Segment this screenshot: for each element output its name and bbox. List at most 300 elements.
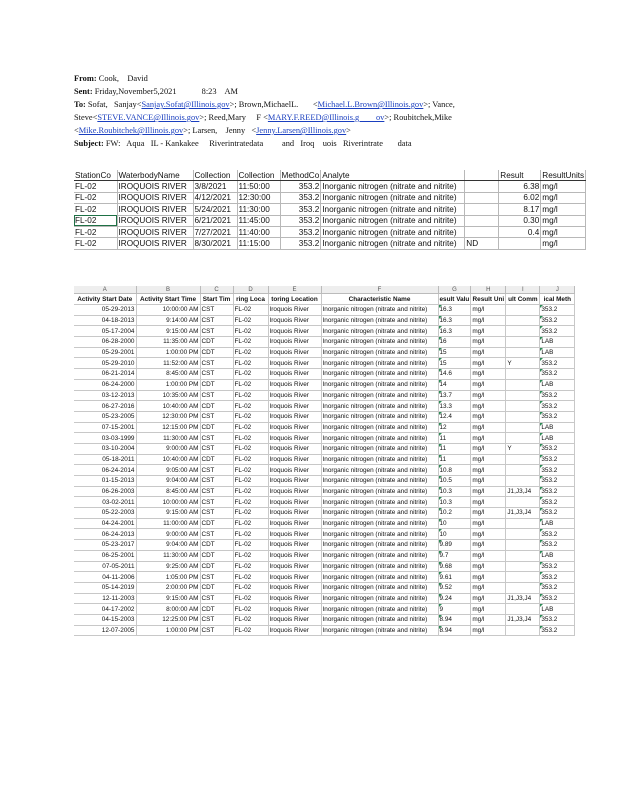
table-cell[interactable]: Inorganic nitrogen (nitrate and nitrite) [321, 454, 438, 465]
table-cell[interactable]: CST [200, 497, 233, 508]
table-cell[interactable]: 1:05:00 PM [136, 572, 200, 583]
table-cell[interactable]: Iroquois River [268, 358, 321, 369]
table-cell[interactable]: mg/l [471, 465, 506, 476]
table-cell[interactable]: CST [200, 315, 233, 326]
table-cell[interactable]: 7/27/2021 [193, 226, 237, 237]
table-cell[interactable]: mg/l [471, 476, 506, 487]
table-cell[interactable]: 353.2 [540, 326, 575, 337]
table-cell[interactable]: 10:40:00 AM [136, 454, 200, 465]
table-cell[interactable]: 13.7 [438, 390, 471, 401]
table-cell[interactable]: 1:00:00 PM [136, 625, 200, 636]
table-cell[interactable]: 9:00:00 AM [136, 443, 200, 454]
table-cell[interactable] [465, 204, 499, 215]
table-cell[interactable]: CDT [200, 561, 233, 572]
column-header[interactable]: G [438, 286, 471, 294]
table-cell[interactable]: Iroquois River [268, 454, 321, 465]
table-cell[interactable]: J1,J3,J4 [506, 508, 540, 519]
table-cell[interactable]: 9.61 [438, 572, 471, 583]
table-cell[interactable]: FL-02 [233, 337, 268, 348]
table-cell[interactable]: Inorganic nitrogen (nitrate and nitrite) [321, 305, 438, 316]
table-cell[interactable]: Inorganic nitrogen (nitrate and nitrite) [321, 315, 438, 326]
table-cell[interactable]: 1:00:00 PM [136, 347, 200, 358]
table-cell[interactable]: 10:40:00 AM [136, 401, 200, 412]
column-header[interactable] [465, 170, 499, 181]
table-cell[interactable]: 04-15-2003 [74, 614, 136, 625]
table-cell[interactable]: Iroquois River [268, 379, 321, 390]
table-cell[interactable]: CST [200, 305, 233, 316]
table-cell[interactable]: 353.2 [540, 497, 575, 508]
column-header[interactable]: StationCo [74, 170, 117, 181]
table-cell[interactable]: FL-02 [74, 226, 117, 237]
table-cell[interactable]: 10.5 [438, 476, 471, 487]
table-cell[interactable]: 9:14:00 AM [136, 315, 200, 326]
table-cell[interactable]: LAB [540, 550, 575, 561]
table-cell[interactable]: 353.2 [540, 315, 575, 326]
table-cell[interactable]: FL-02 [233, 540, 268, 551]
table-cell[interactable]: FL-02 [74, 215, 117, 226]
table-cell[interactable]: 2:00:00 PM [136, 582, 200, 593]
column-header[interactable]: H [471, 286, 506, 294]
table-cell[interactable]: Iroquois River [268, 614, 321, 625]
table-cell[interactable]: IROQUOIS RIVER [117, 238, 193, 249]
table-cell[interactable]: 353.2 [280, 192, 321, 203]
table-cell[interactable] [506, 604, 540, 615]
table-cell[interactable]: 10:00:00 AM [136, 305, 200, 316]
table-cell[interactable]: mg/l [471, 540, 506, 551]
table-cell[interactable]: CDT [200, 518, 233, 529]
column-header[interactable]: I [506, 286, 540, 294]
table-cell[interactable]: 353.2 [540, 454, 575, 465]
table-cell[interactable]: mg/l [541, 226, 586, 237]
table-cell[interactable]: FL-02 [233, 572, 268, 583]
recipient-email-link[interactable]: STEVE.VANCE@Illinois.gov [97, 113, 200, 122]
table-cell[interactable]: CDT [200, 337, 233, 348]
table-cell[interactable]: mg/l [471, 518, 506, 529]
column-header[interactable]: Analyte [321, 170, 465, 181]
table-cell[interactable]: CDT [200, 582, 233, 593]
table-cell[interactable]: Iroquois River [268, 476, 321, 487]
table-cell[interactable]: 6/21/2021 [193, 215, 237, 226]
table-cell[interactable]: 14.6 [438, 369, 471, 380]
table-cell[interactable]: 353.2 [540, 508, 575, 519]
table-cell[interactable]: mg/l [471, 379, 506, 390]
table-cell[interactable]: CST [200, 433, 233, 444]
table-cell[interactable]: 353.2 [540, 476, 575, 487]
table-cell[interactable]: Iroquois River [268, 604, 321, 615]
table-cell[interactable]: 353.2 [540, 614, 575, 625]
table-cell[interactable]: FL-02 [233, 326, 268, 337]
table-cell[interactable]: Inorganic nitrogen (nitrate and nitrite) [321, 411, 438, 422]
table-cell[interactable]: mg/l [471, 315, 506, 326]
table-cell[interactable] [506, 476, 540, 487]
table-cell[interactable]: 8:00:00 AM [136, 604, 200, 615]
table-cell[interactable]: 10.3 [438, 497, 471, 508]
table-cell[interactable]: 13.3 [438, 401, 471, 412]
table-cell[interactable] [465, 192, 499, 203]
table-cell[interactable]: FL-02 [233, 625, 268, 636]
table-cell[interactable]: 06-27-2016 [74, 401, 136, 412]
table-cell[interactable] [465, 226, 499, 237]
table-cell[interactable]: 12.4 [438, 411, 471, 422]
table-cell[interactable]: Inorganic nitrogen (nitrate and nitrite) [321, 369, 438, 380]
table-cell[interactable]: 04-11-2006 [74, 572, 136, 583]
table-cell[interactable]: mg/l [471, 454, 506, 465]
table-cell[interactable]: CST [200, 614, 233, 625]
table-cell[interactable]: 3/8/2021 [193, 181, 237, 192]
table-cell[interactable]: mg/l [471, 625, 506, 636]
table-cell[interactable]: 11:50:00 [237, 181, 280, 192]
table-cell[interactable]: 353.2 [540, 401, 575, 412]
table-cell[interactable]: 353.2 [540, 465, 575, 476]
table-cell[interactable]: Iroquois River [268, 529, 321, 540]
table-cell[interactable]: 03-12-2013 [74, 390, 136, 401]
table-cell[interactable]: 11 [438, 443, 471, 454]
column-header[interactable]: Collection [237, 170, 280, 181]
table-cell[interactable]: 9.68 [438, 561, 471, 572]
table-cell[interactable]: Iroquois River [268, 508, 321, 519]
column-header[interactable]: Start Tim [200, 294, 233, 305]
table-cell[interactable]: mg/l [471, 508, 506, 519]
table-cell[interactable] [465, 181, 499, 192]
table-cell[interactable]: LAB [540, 604, 575, 615]
table-cell[interactable]: mg/l [471, 369, 506, 380]
table-cell[interactable]: mg/l [541, 181, 586, 192]
table-cell[interactable]: Inorganic nitrogen (nitrate and nitrite) [321, 476, 438, 487]
table-cell[interactable]: 10 [438, 518, 471, 529]
table-cell[interactable] [506, 390, 540, 401]
table-cell[interactable]: Inorganic nitrogen (nitrate and nitrite) [321, 215, 465, 226]
table-cell[interactable]: 05-29-2010 [74, 358, 136, 369]
table-cell[interactable]: 9:04:00 AM [136, 540, 200, 551]
table-cell[interactable]: 353.2 [540, 305, 575, 316]
table-cell[interactable]: CDT [200, 454, 233, 465]
table-cell[interactable]: mg/l [471, 486, 506, 497]
table-cell[interactable] [506, 315, 540, 326]
table-cell[interactable]: 9.52 [438, 582, 471, 593]
table-cell[interactable]: 0.30 [499, 215, 541, 226]
table-cell[interactable]: 06-26-2003 [74, 486, 136, 497]
table-cell[interactable]: 353.2 [540, 358, 575, 369]
table-cell[interactable] [506, 497, 540, 508]
table-cell[interactable] [465, 215, 499, 226]
table-cell[interactable]: mg/l [471, 422, 506, 433]
table-cell[interactable]: 06-21-2014 [74, 369, 136, 380]
table-cell[interactable]: Inorganic nitrogen (nitrate and nitrite) [321, 433, 438, 444]
table-cell[interactable]: 16 [438, 337, 471, 348]
table-cell[interactable]: 05-22-2003 [74, 508, 136, 519]
column-header[interactable]: Result Uni [472, 295, 505, 303]
table-cell[interactable]: Inorganic nitrogen (nitrate and nitrite) [321, 561, 438, 572]
table-cell[interactable]: 8.94 [438, 614, 471, 625]
table-cell[interactable]: 15 [438, 358, 471, 369]
recipient-email-link[interactable]: Jenny.Larsen@Illinois.gov [256, 126, 347, 135]
table-cell[interactable]: Y [506, 443, 540, 454]
column-header[interactable]: Result [499, 170, 541, 181]
table-cell[interactable] [506, 422, 540, 433]
table-cell[interactable]: 9:25:00 AM [136, 561, 200, 572]
table-cell[interactable]: FL-02 [233, 379, 268, 390]
table-cell[interactable]: 8:45:00 AM [136, 486, 200, 497]
table-cell[interactable]: CST [200, 326, 233, 337]
table-cell[interactable]: 16.3 [438, 315, 471, 326]
table-cell[interactable]: Inorganic nitrogen (nitrate and nitrite) [321, 347, 438, 358]
column-header[interactable]: A [74, 286, 136, 294]
table-cell[interactable]: 12-07-2005 [74, 625, 136, 636]
table-cell[interactable]: FL-02 [233, 614, 268, 625]
table-cell[interactable]: LAB [540, 422, 575, 433]
table-cell[interactable]: Iroquois River [268, 486, 321, 497]
table-cell[interactable]: CST [200, 476, 233, 487]
table-cell[interactable]: 10:35:00 AM [136, 390, 200, 401]
table-cell[interactable] [506, 540, 540, 551]
table-cell[interactable]: 05-29-2001 [74, 347, 136, 358]
column-header[interactable]: J [540, 286, 575, 294]
table-cell[interactable]: Iroquois River [268, 465, 321, 476]
table-cell[interactable]: 12:30:00 [237, 192, 280, 203]
table-cell[interactable] [506, 411, 540, 422]
table-cell[interactable]: 10.8 [438, 465, 471, 476]
table-cell[interactable]: FL-02 [233, 411, 268, 422]
table-cell[interactable]: 1:00:00 PM [136, 379, 200, 390]
table-cell[interactable]: mg/l [541, 238, 586, 249]
table-cell[interactable]: mg/l [471, 326, 506, 337]
table-cell[interactable]: LAB [540, 337, 575, 348]
table-cell[interactable]: 06-24-2013 [74, 529, 136, 540]
column-header[interactable]: Characteristic Name [321, 294, 438, 305]
table-cell[interactable]: 353.2 [280, 181, 321, 192]
table-cell[interactable]: mg/l [471, 561, 506, 572]
table-cell[interactable]: Inorganic nitrogen (nitrate and nitrite) [321, 422, 438, 433]
table-cell[interactable]: 10 [438, 529, 471, 540]
column-header[interactable]: C [200, 286, 233, 294]
table-cell[interactable]: 0.4 [499, 226, 541, 237]
table-cell[interactable]: CDT [200, 604, 233, 615]
table-cell[interactable]: 11:45:00 [237, 215, 280, 226]
column-header[interactable]: ult Comm [506, 294, 540, 305]
table-cell[interactable]: Inorganic nitrogen (nitrate and nitrite) [321, 192, 465, 203]
table-cell[interactable]: 353.2 [280, 215, 321, 226]
table-cell[interactable]: Inorganic nitrogen (nitrate and nitrite) [321, 497, 438, 508]
table-cell[interactable]: 11 [438, 433, 471, 444]
table-cell[interactable]: Iroquois River [268, 369, 321, 380]
table-cell[interactable]: FL-02 [74, 204, 117, 215]
table-cell[interactable]: 353.2 [540, 529, 575, 540]
table-cell[interactable]: 05-17-2004 [74, 326, 136, 337]
table-cell[interactable]: mg/l [471, 614, 506, 625]
column-header[interactable]: ResultUnits [542, 170, 585, 180]
table-cell[interactable]: Inorganic nitrogen (nitrate and nitrite) [321, 226, 465, 237]
table-cell[interactable]: 16.3 [438, 305, 471, 316]
table-cell[interactable]: 11:52:00 AM [136, 358, 200, 369]
table-cell[interactable]: 12:30:00 PM [136, 411, 200, 422]
table-cell[interactable]: mg/l [471, 305, 506, 316]
table-cell[interactable]: 9:15:00 AM [136, 326, 200, 337]
table-cell[interactable]: CST [200, 465, 233, 476]
column-header[interactable]: Activity Start Time [136, 294, 200, 305]
table-cell[interactable] [506, 305, 540, 316]
table-cell[interactable]: 06-25-2001 [74, 550, 136, 561]
table-cell[interactable]: Iroquois River [268, 582, 321, 593]
table-cell[interactable]: FL-02 [233, 593, 268, 604]
table-cell[interactable] [506, 369, 540, 380]
table-cell[interactable]: 05-18-2011 [74, 454, 136, 465]
table-cell[interactable]: 12 [438, 422, 471, 433]
table-cell[interactable]: 353.2 [540, 582, 575, 593]
table-cell[interactable]: 6.38 [499, 181, 541, 192]
table-cell[interactable]: mg/l [471, 411, 506, 422]
table-cell[interactable]: IROQUOIS RIVER [117, 204, 193, 215]
table-cell[interactable]: 14 [438, 379, 471, 390]
table-cell[interactable]: FL-02 [233, 604, 268, 615]
table-cell[interactable]: 9 [438, 604, 471, 615]
table-cell[interactable] [506, 401, 540, 412]
table-cell[interactable]: mg/l [471, 337, 506, 348]
recipient-email-link[interactable]: MARY.F.REED@Illinois.g ov [267, 113, 385, 122]
table-cell[interactable]: Iroquois River [268, 337, 321, 348]
table-cell[interactable]: Inorganic nitrogen (nitrate and nitrite) [321, 518, 438, 529]
table-cell[interactable]: FL-02 [233, 561, 268, 572]
table-cell[interactable]: FL-02 [233, 315, 268, 326]
table-cell[interactable]: LAB [540, 379, 575, 390]
table-cell[interactable]: mg/l [471, 497, 506, 508]
table-cell[interactable]: CST [200, 625, 233, 636]
table-cell[interactable]: Inorganic nitrogen (nitrate and nitrite) [321, 486, 438, 497]
table-cell[interactable]: Iroquois River [268, 443, 321, 454]
table-cell[interactable]: J1,J3,J4 [506, 614, 540, 625]
table-cell[interactable]: CST [200, 529, 233, 540]
table-cell[interactable]: 11:00:00 AM [136, 518, 200, 529]
table-cell[interactable]: CST [200, 508, 233, 519]
column-header[interactable]: D [233, 286, 268, 294]
table-cell[interactable]: 12:15:00 PM [136, 422, 200, 433]
column-header[interactable]: MethodCo [281, 170, 320, 180]
table-cell[interactable] [506, 582, 540, 593]
table-cell[interactable]: Inorganic nitrogen (nitrate and nitrite) [321, 358, 438, 369]
table-cell[interactable]: LAB [540, 518, 575, 529]
table-cell[interactable]: 9:15:00 AM [136, 593, 200, 604]
column-header[interactable]: Collection [193, 170, 237, 181]
table-cell[interactable]: 03-10-2004 [74, 443, 136, 454]
table-cell[interactable]: FL-02 [233, 476, 268, 487]
table-cell[interactable]: FL-02 [233, 518, 268, 529]
table-cell[interactable]: mg/l [541, 215, 586, 226]
table-cell[interactable]: FL-02 [233, 550, 268, 561]
table-cell[interactable]: 03-03-1999 [74, 433, 136, 444]
table-cell[interactable]: mg/l [471, 347, 506, 358]
table-cell[interactable]: 353.2 [540, 443, 575, 454]
table-cell[interactable]: Iroquois River [268, 315, 321, 326]
table-cell[interactable] [506, 625, 540, 636]
table-cell[interactable]: 353.2 [280, 226, 321, 237]
table-cell[interactable]: 5/24/2021 [193, 204, 237, 215]
column-header[interactable]: toring Location [268, 294, 321, 305]
table-cell[interactable]: 11:30:00 AM [136, 433, 200, 444]
table-cell[interactable]: 07-05-2011 [74, 561, 136, 572]
table-cell[interactable]: 11:40:00 [237, 226, 280, 237]
table-cell[interactable] [506, 529, 540, 540]
table-cell[interactable] [499, 238, 541, 249]
table-cell[interactable]: 353.2 [540, 486, 575, 497]
column-header[interactable]: WaterbodyName [117, 170, 193, 181]
table-cell[interactable]: CST [200, 390, 233, 401]
table-cell[interactable]: CDT [200, 550, 233, 561]
table-cell[interactable]: FL-02 [233, 305, 268, 316]
table-cell[interactable]: Iroquois River [268, 422, 321, 433]
table-cell[interactable]: LAB [540, 347, 575, 358]
table-cell[interactable]: 9.24 [438, 593, 471, 604]
table-cell[interactable]: 05-23-2005 [74, 411, 136, 422]
table-cell[interactable]: 10.3 [438, 486, 471, 497]
table-cell[interactable]: CDT [200, 379, 233, 390]
table-cell[interactable]: IROQUOIS RIVER [117, 226, 193, 237]
table-cell[interactable]: 07-15-2001 [74, 422, 136, 433]
recipient-email-link[interactable]: Mike.Roubitchek@Illinois.gov [78, 126, 184, 135]
table-cell[interactable]: 11:15:00 [237, 238, 280, 249]
table-cell[interactable]: 353.2 [540, 561, 575, 572]
table-cell[interactable]: CST [200, 411, 233, 422]
table-cell[interactable]: FL-02 [233, 497, 268, 508]
table-cell[interactable] [506, 561, 540, 572]
table-cell[interactable]: 01-15-2013 [74, 476, 136, 487]
table-cell[interactable] [506, 433, 540, 444]
table-cell[interactable]: Iroquois River [268, 540, 321, 551]
table-cell[interactable]: 11:35:00 AM [136, 337, 200, 348]
table-cell[interactable]: 353.2 [540, 369, 575, 380]
table-cell[interactable]: IROQUOIS RIVER [117, 181, 193, 192]
recipient-email-link[interactable]: Sanjay.Sofat@Illinois.gov [141, 100, 230, 109]
table-cell[interactable]: FL-02 [233, 508, 268, 519]
table-cell[interactable]: FL-02 [233, 582, 268, 593]
table-cell[interactable]: 8/30/2021 [193, 238, 237, 249]
table-cell[interactable]: Iroquois River [268, 305, 321, 316]
table-cell[interactable]: Inorganic nitrogen (nitrate and nitrite) [321, 337, 438, 348]
table-cell[interactable]: FL-02 [233, 529, 268, 540]
table-cell[interactable]: 353.2 [540, 411, 575, 422]
table-cell[interactable]: 353.2 [280, 204, 321, 215]
table-cell[interactable]: Inorganic nitrogen (nitrate and nitrite) [321, 390, 438, 401]
table-cell[interactable] [506, 454, 540, 465]
table-cell[interactable]: Inorganic nitrogen (nitrate and nitrite) [321, 604, 438, 615]
table-cell[interactable]: FL-02 [233, 454, 268, 465]
table-cell[interactable]: 9:15:00 AM [136, 508, 200, 519]
table-cell[interactable]: mg/l [471, 443, 506, 454]
column-header[interactable]: esult Valu [439, 295, 470, 303]
table-cell[interactable]: CDT [200, 347, 233, 358]
table-cell[interactable]: mg/l [471, 401, 506, 412]
table-cell[interactable]: CDT [200, 422, 233, 433]
table-cell[interactable]: mg/l [471, 593, 506, 604]
table-cell[interactable]: LAB [540, 433, 575, 444]
table-cell[interactable]: Inorganic nitrogen (nitrate and nitrite) [321, 582, 438, 593]
table-cell[interactable]: Iroquois River [268, 326, 321, 337]
table-cell[interactable] [506, 465, 540, 476]
table-cell[interactable]: 353.2 [540, 390, 575, 401]
table-cell[interactable]: mg/l [471, 390, 506, 401]
table-cell[interactable]: 4/12/2021 [193, 192, 237, 203]
table-cell[interactable]: 9:05:00 AM [136, 465, 200, 476]
table-cell[interactable]: IROQUOIS RIVER [117, 192, 193, 203]
table-cell[interactable]: FL-02 [74, 192, 117, 203]
table-cell[interactable]: 353.2 [540, 625, 575, 636]
table-cell[interactable]: 04-17-2002 [74, 604, 136, 615]
table-cell[interactable]: FL-02 [74, 238, 117, 249]
table-cell[interactable]: 06-24-2000 [74, 379, 136, 390]
table-cell[interactable]: 11 [438, 454, 471, 465]
table-cell[interactable]: 353.2 [540, 540, 575, 551]
table-cell[interactable]: Iroquois River [268, 401, 321, 412]
table-cell[interactable]: 11:30:00 [237, 204, 280, 215]
table-cell[interactable]: 12:25:00 PM [136, 614, 200, 625]
